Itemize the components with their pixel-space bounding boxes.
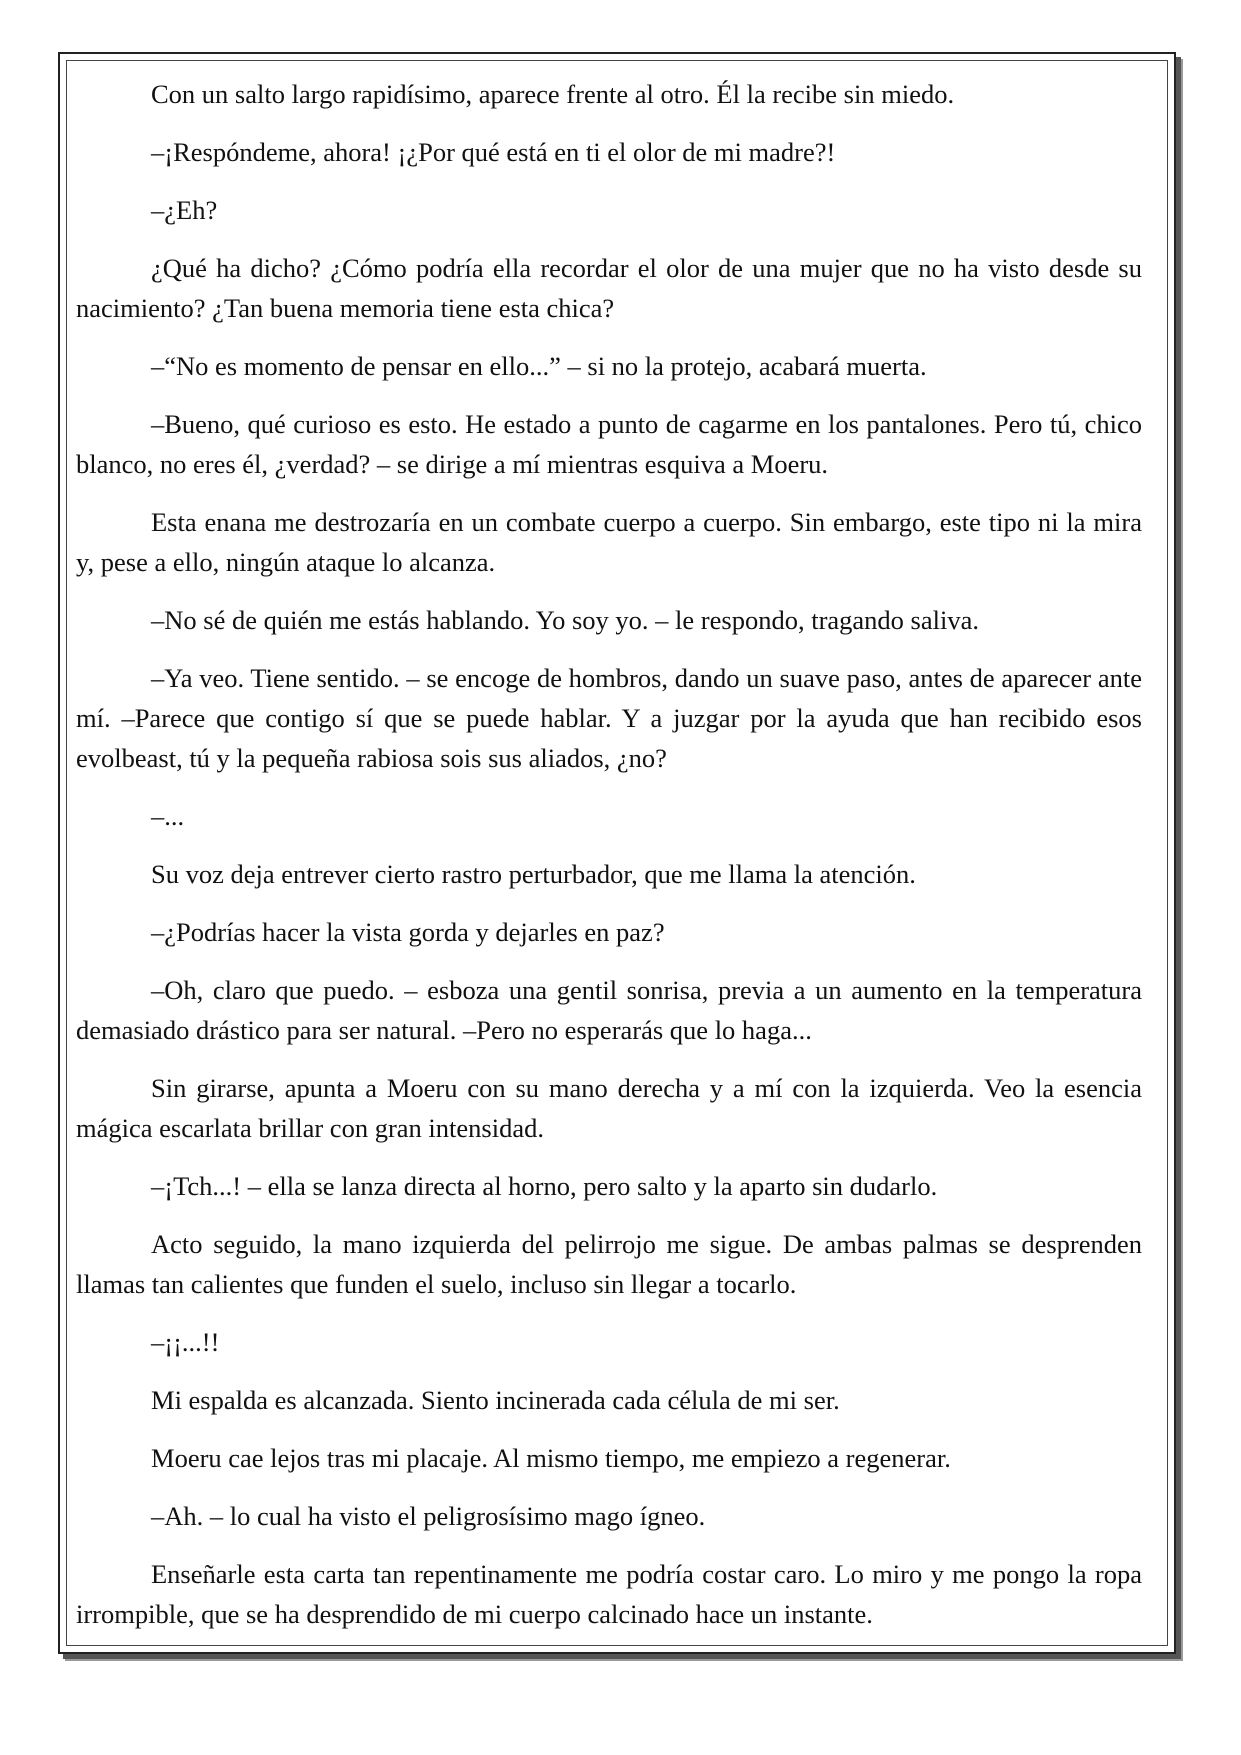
paragraph: –¿Podrías hacer la vista gorda y dejarles en paz?: [151, 917, 665, 947]
document-text: [76, 74, 1142, 1652]
page-border: [58, 52, 1176, 1654]
paragraph: –¿Eh?: [151, 195, 218, 225]
paragraph: –No sé de quién me estás hablando. Yo soy yo. – le respondo, tragando saliva.: [151, 605, 979, 635]
paragraph: Sin girarse, apunta a Moeru con su mano derecha y a mí con la izquierda. Veo la esencia mágica escarlata brillar con gran intensidad.: [76, 1073, 1142, 1143]
paragraph: –¡Respóndeme, ahora! ¡¿Por qué está en ti el olor de mi madre?!: [151, 137, 836, 167]
paragraph: Mi espalda es alcanzada. Siento incinerada cada célula de mi ser.: [151, 1385, 840, 1415]
paragraph: –Oh, claro que puedo. – esboza una gentil sonrisa, previa a un aumento en la temperatura demasiado drástico para ser natural. –Pero no esperarás que lo haga...: [76, 975, 1142, 1045]
paragraph: Con un salto largo rapidísimo, aparece frente al otro. Él la recibe sin miedo.: [151, 79, 955, 109]
paragraph: ¿Qué ha dicho? ¿Cómo podría ella recordar el olor de una mujer que no ha visto desde su nacimiento? ¿Tan buena memoria tiene esta chica?: [76, 253, 1142, 323]
paragraph: Acto seguido, la mano izquierda del pelirrojo me sigue. De ambas palmas se desprenden llamas tan calientes que funden el suelo, incluso sin llegar a tocarlo.: [76, 1229, 1142, 1299]
paragraph: –Bueno, qué curioso es esto. He estado a punto de cagarme en los pantalones. Pero tú, chico blanco, no eres él, ¿verdad? – se dirige a mí mientras esquiva a Moeru.: [76, 409, 1142, 479]
paragraph: –¡Tch...! – ella se lanza directa al horno, pero salto y la aparto sin dudarlo.: [151, 1171, 938, 1201]
paragraph: –...: [151, 801, 185, 831]
paragraph: –“No es momento de pensar en ello...” – si no la protejo, acabará muerta.: [151, 351, 927, 381]
paragraph: Enseñarle esta carta tan repentinamente me podría costar caro. Lo miro y me pongo la ropa irrompible, que se ha desprendido de mi cuerpo calcinado hace un instante.: [76, 1559, 1142, 1629]
paragraph: –¡¡...!!: [151, 1327, 220, 1357]
paragraph: Esta enana me destrozaría en un combate cuerpo a cuerpo. Sin embargo, este tipo ni la mira y, pese a ello, ningún ataque lo alcanza.: [76, 507, 1142, 577]
paragraph: Moeru cae lejos tras mi placaje. Al mismo tiempo, me empiezo a regenerar.: [151, 1443, 951, 1473]
paragraph: –Ah. – lo cual ha visto el peligrosísimo mago ígneo.: [151, 1501, 706, 1531]
paragraph: Su voz deja entrever cierto rastro perturbador, que me llama la atención.: [151, 859, 916, 889]
paragraph: –Ya veo. Tiene sentido. – se encoge de hombros, dando un suave paso, antes de aparecer ante mí. –Parece que contigo sí que se puede hablar. Y a juzgar por la ayuda que han recibido esos evolbeast, tú y la pequeña rabiosa sois sus aliados, ¿no?: [76, 663, 1142, 773]
